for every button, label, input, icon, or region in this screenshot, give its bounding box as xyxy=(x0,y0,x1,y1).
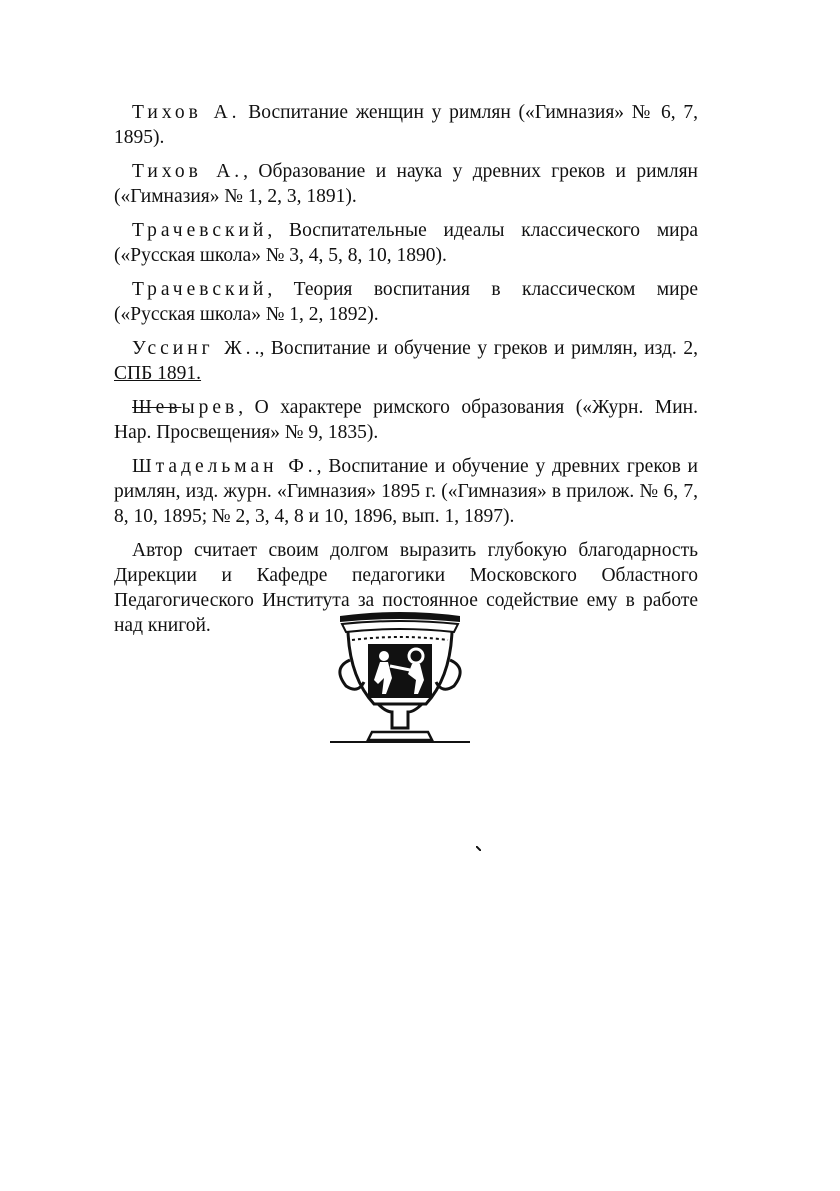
bibliography-entry xyxy=(114,395,698,445)
entry-text: , Воспитание и обучение у древних греков и римлян, изд. журн. «Гимназия» 1895 г. («Гимназия» в прилож. № 6, 7, 8, 10, 1895; № 2, 3, 4, 8 и 10, 1896, вып. 1, 1897). xyxy=(114,456,698,527)
bibliography-entry xyxy=(114,336,698,386)
entry-author: Трачевский xyxy=(132,220,268,241)
entry-text: , Воспитательные идеалы классического мира («Русская школа» № 3, 4, 5, 8, 10, 1890). xyxy=(114,220,698,266)
entry-author: Трачевский xyxy=(132,279,268,300)
entry-text: ., Воспитание и обучение у греков и римлян, изд. 2, xyxy=(254,338,698,359)
entry-underlined-text: СПБ 1891. xyxy=(114,363,202,384)
entry-author: ырев xyxy=(181,397,239,418)
greek-krater-vase-icon xyxy=(328,608,472,748)
entry-text: , Образование и наука у древних греков и римлян («Гимназия» № 1, 2, 3, 1891). xyxy=(114,161,698,207)
bibliography-entry xyxy=(114,159,698,209)
entry-text: , Теория воспитания в классическом мире («Русская школа» № 1, 2, 1892). xyxy=(114,279,698,325)
entry-author: Тихов А. xyxy=(132,161,244,182)
entry-text: , О характере римского образования («Журн. Мин. Нар. Просвещения» № 9, 1835). xyxy=(114,397,698,443)
bibliography-entry xyxy=(114,454,698,529)
bibliography-entry xyxy=(114,218,698,268)
entry-author: Тихов А. xyxy=(132,102,241,123)
bibliography-entry xyxy=(114,277,698,327)
bibliography-entry xyxy=(114,100,698,150)
bibliography-block xyxy=(114,100,698,638)
print-speck-icon xyxy=(476,846,481,851)
acknowledgement-paragraph: Автор считает своим долгом выразить глубокую благодарность Дирекции и Кафедре педагогики Московского Областного Педагогического Института за постоянное содействие ему в работе над книгой. xyxy=(114,540,698,636)
entry-text: Воспитание женщин у римлян («Гимназия» № 6, 7, 1895). xyxy=(114,102,698,148)
entry-author: Уссинг Ж. xyxy=(132,338,255,359)
entry-author: Штадельман Ф. xyxy=(132,456,317,477)
entry-author-struck: Шев xyxy=(132,397,182,418)
